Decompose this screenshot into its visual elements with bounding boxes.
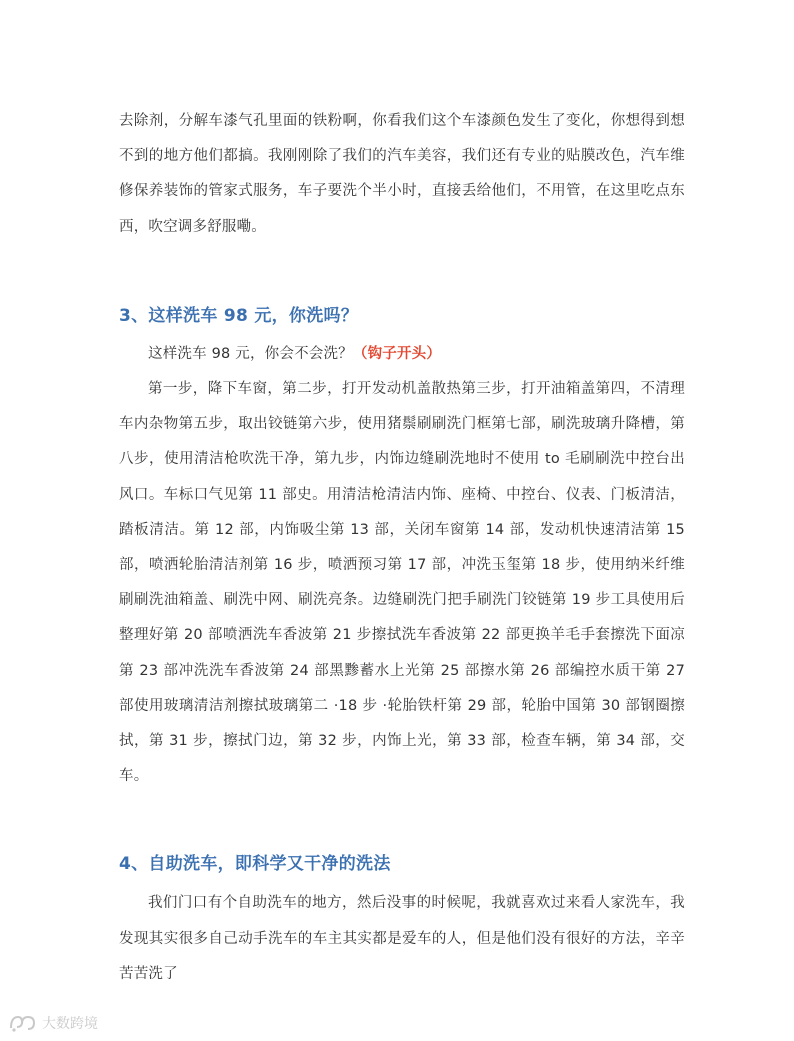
paragraph-intro: 去除剂，分解车漆气孔里面的铁粉啊，你看我们这个车漆颜色发生了变化，你想得到想不到的地方他们都搞。我刚刚除了我们的汽车美容，我们还有专业的贴膜改色，汽车维修保养装饰的管家式服务，车子要洗个半小时，直接丢给他们，不用管，在这里吃点东西，吹空调多舒服嘞。 (119, 113, 685, 235)
section-heading-4: 4、自助洗车，即科学又干净的洗法 (119, 854, 391, 875)
document-body (119, 104, 685, 992)
paragraph-steps: 第一步，降下车窗，第二步，打开发动机盖散热第三步，打开油箱盖第四，不清理车内杂物第五步，取出铰链第六步，使用猪鬃刷刷洗门框第七部，刷洗玻璃升降槽，第八步，使用清洁枪吹洗干净，第九步，内饰边缝刷洗地时不使用 to 毛刷刷洗中控台出风口。车标口气见第 11 部史。用清洁枪清洁内饰、座椅、中控台、仪表、门板清洁，踏板清洁。第 12 部，内饰吸尘第 13 部，关闭车窗第 14 部，发动机快速清洁第 15 部，喷洒轮胎清洁剂第 16 步，喷洒预习第 17 部，冲洗玉玺第 18 步，使用纳米纤维刷刷洗油箱盖、刷洗中网、刷洗亮条。边缝刷洗门把手刷洗门铰链第 19 步工具使用后整理好第 20 部喷洒洗车香波第 21 步擦拭洗车香波第 22 部更换羊毛手套擦洗下面凉第 23 部冲洗洗车香波第 24 部黑黪蓄水上光第 25 部擦水第 26 部编控水质干第 27 部使用玻璃清洁剂擦拭玻璃第二 ·18 步 ·轮胎铁杆第 29 部，轮胎中国第 30 部钢圈擦拭，第 31 步，擦拭门边，第 32 步，内饰上光，第 33 部，检查车辆，第 34 部，交车。 (119, 381, 685, 785)
hook-highlight: （钩子开头） (352, 345, 442, 362)
paragraph-hook-text: 这样洗车 98 元，你会不会洗？ (148, 345, 353, 362)
brand-logo-icon (8, 1013, 36, 1033)
watermark (8, 1013, 98, 1033)
paragraph-self-service: 我们门口有个自助洗车的地方，然后没事的时候呢，我就喜欢过来看人家洗车，我发现其实很多自己动手洗车的车主其实都是爱车的人，但是他们没有很好的方法，辛辛苦苦洗了 (119, 895, 685, 982)
paragraph-hook (119, 337, 685, 372)
watermark-text: 大数跨境 (42, 1016, 98, 1032)
section-heading-3: 3、这样洗车 98 元，你洗吗？ (119, 305, 359, 326)
